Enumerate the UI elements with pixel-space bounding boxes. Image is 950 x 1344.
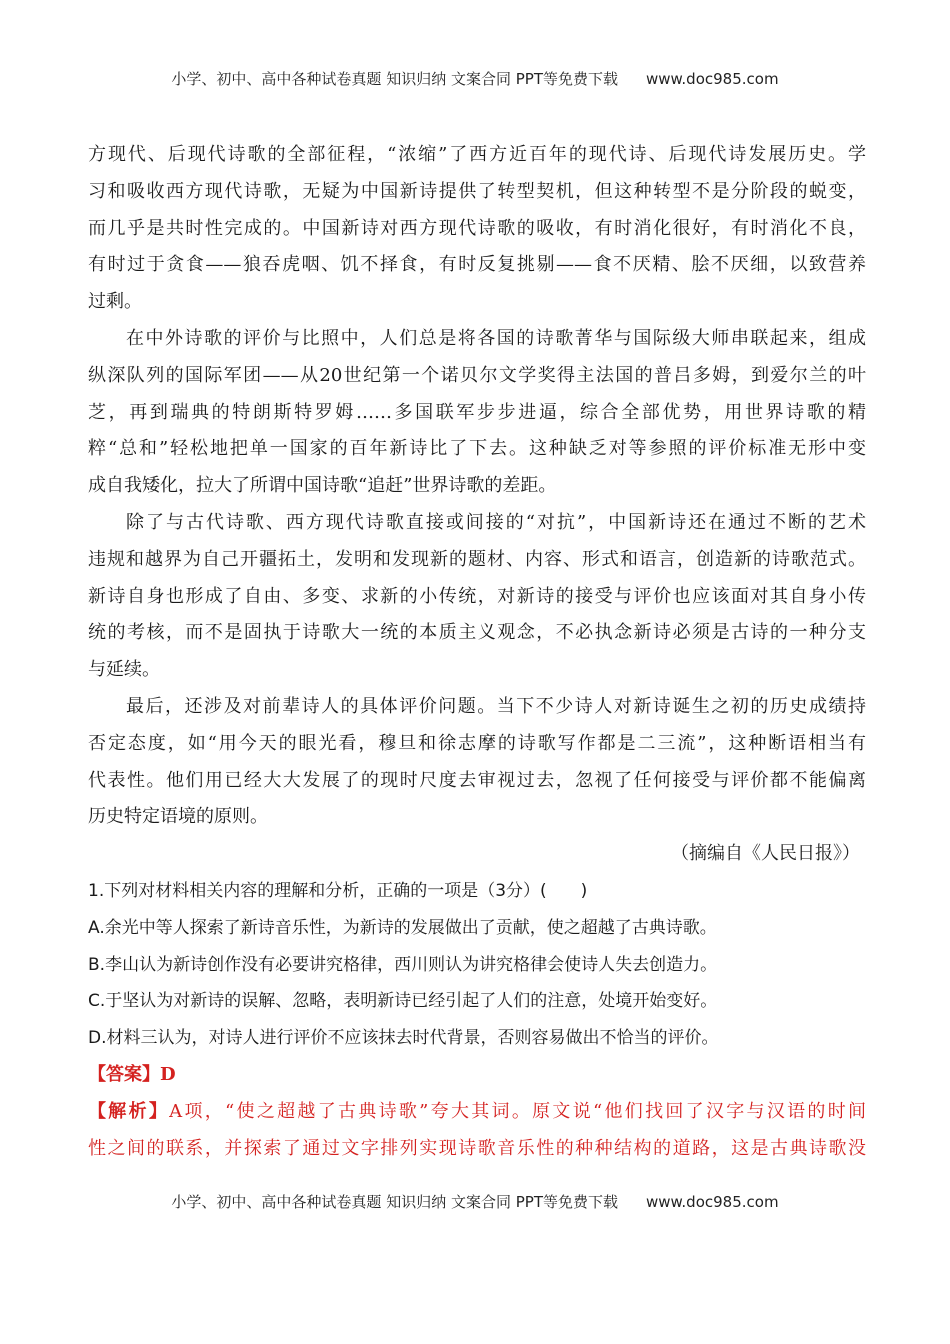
answer-label: 【答案】 bbox=[88, 1063, 160, 1085]
option-b: B.李山认为新诗创作没有必要讲究格律，西川则认为讲究格律会使诗人失去创造力。 bbox=[88, 954, 718, 975]
text-line: 历史特定语境的原则。 bbox=[88, 806, 268, 828]
text-line: 否定态度，如“用今天的眼光看，穆旦和徐志摩的诗歌写作都是二三流”，这种断语相当有 bbox=[88, 732, 866, 754]
answer-line bbox=[88, 1057, 866, 1094]
text-line: 方现代、后现代诗歌的全部征程，“浓缩”了西方近百年的现代诗、后现代诗发展历史。学 bbox=[88, 144, 866, 165]
page-header bbox=[0, 68, 950, 89]
text-line: 过剩。 bbox=[88, 291, 142, 313]
text-line: 统的考核，而不是固执于诗歌大一统的本质主义观念，不必执念新诗必须是古诗的一种分支 bbox=[88, 622, 866, 644]
paragraph-1 bbox=[88, 137, 866, 321]
question-stem: 1.下列对材料相关内容的理解和分析，正确的一项是（3分）( ) bbox=[88, 880, 588, 901]
option-c: C.于坚认为对新诗的误解、忽略，表明新诗已经引起了人们的注意，处境开始变好。 bbox=[88, 991, 718, 1012]
page-footer bbox=[0, 1191, 950, 1212]
header-text: 小学、初中、高中各种试卷真题 知识归纳 文案合同 PPT等免费下载 bbox=[171, 70, 618, 88]
paragraph-2 bbox=[88, 321, 866, 505]
footer-url[interactable]: www.doc985.com bbox=[645, 1193, 779, 1211]
question-block bbox=[88, 873, 866, 1057]
header-url[interactable]: www.doc985.com bbox=[645, 70, 779, 88]
text-line: 习和吸收西方现代诗歌，无疑为中国新诗提供了转型契机，但这种转型不是分阶段的蜕变， bbox=[88, 180, 866, 202]
text-line: 违规和越界为自己开疆拓土，发明和发现新的题材、内容、形式和语言，创造新的诗歌范式。 bbox=[88, 548, 866, 570]
text-line: 最后，还涉及对前辈诗人的具体评价问题。当下不少诗人对新诗诞生之初的历史成绩持 bbox=[126, 695, 866, 717]
answer-value: D bbox=[160, 1063, 176, 1085]
text-line: 芝，再到瑞典的特朗斯特罗姆……多国联军步步进逼，综合全部优势，用世界诗歌的精 bbox=[88, 401, 866, 423]
text-line: 成自我矮化，拉大了所谓中国诗歌“追赶”世界诗歌的差距。 bbox=[88, 475, 557, 497]
text-line: 纵深队列的国际军团——从20世纪第一个诺贝尔文学奖得主法国的普吕多姆，到爱尔兰的叶 bbox=[88, 364, 866, 386]
analysis-label: 【解析】 bbox=[88, 1100, 170, 1122]
document-body bbox=[88, 137, 866, 1167]
text-line: 有时过于贪食——狼吞虎咽、饥不择食，有时反复挑剔——食不厌精、脍不厌细，以致营养 bbox=[88, 254, 866, 276]
source-citation: （摘编自《人民日报》） bbox=[671, 843, 860, 865]
text-line: 除了与古代诗歌、西方现代诗歌直接或间接的“对抗”，中国新诗还在通过不断的艺术 bbox=[126, 511, 866, 533]
text-line: 新诗自身也形成了自由、多变、求新的小传统，对新诗的接受与评价也应该面对其自身小传 bbox=[88, 585, 866, 607]
text-line: 代表性。他们用已经大大发展了的现时尺度去审视过去，忽视了任何接受与评价都不能偏离 bbox=[88, 769, 866, 791]
text-line: 与延续。 bbox=[88, 659, 160, 681]
paragraph-4 bbox=[88, 689, 866, 836]
text-line: 在中外诗歌的评价与比照中，人们总是将各国的诗歌菁华与国际级大师串联起来，组成 bbox=[126, 327, 866, 349]
analysis-text-1: A项，“使之超越了古典诗歌”夸大其词。原文说“他们找回了汉字与汉语的时间 bbox=[169, 1100, 866, 1122]
option-a: A.余光中等人探索了新诗音乐性，为新诗的发展做出了贡献，使之超越了古典诗歌。 bbox=[88, 917, 717, 938]
analysis-line-1 bbox=[88, 1094, 866, 1131]
text-line: 而几乎是共时性完成的。中国新诗对西方现代诗歌的吸收，有时消化很好，有时消化不良， bbox=[88, 217, 866, 239]
analysis-line-2: 性之间的联系，并探索了通过文字排列实现诗歌音乐性的种种结构的道路，这是古典诗歌没 bbox=[88, 1137, 866, 1159]
text-line: 粹“总和”轻松地把单一国家的百年新诗比了下去。这种缺乏对等参照的评价标准无形中变 bbox=[88, 438, 866, 460]
option-d: D.材料三认为，对诗人进行评价不应该抹去时代背景，否则容易做出不恰当的评价。 bbox=[88, 1028, 719, 1049]
paragraph-3 bbox=[88, 505, 866, 689]
footer-text: 小学、初中、高中各种试卷真题 知识归纳 文案合同 PPT等免费下载 bbox=[171, 1193, 618, 1211]
